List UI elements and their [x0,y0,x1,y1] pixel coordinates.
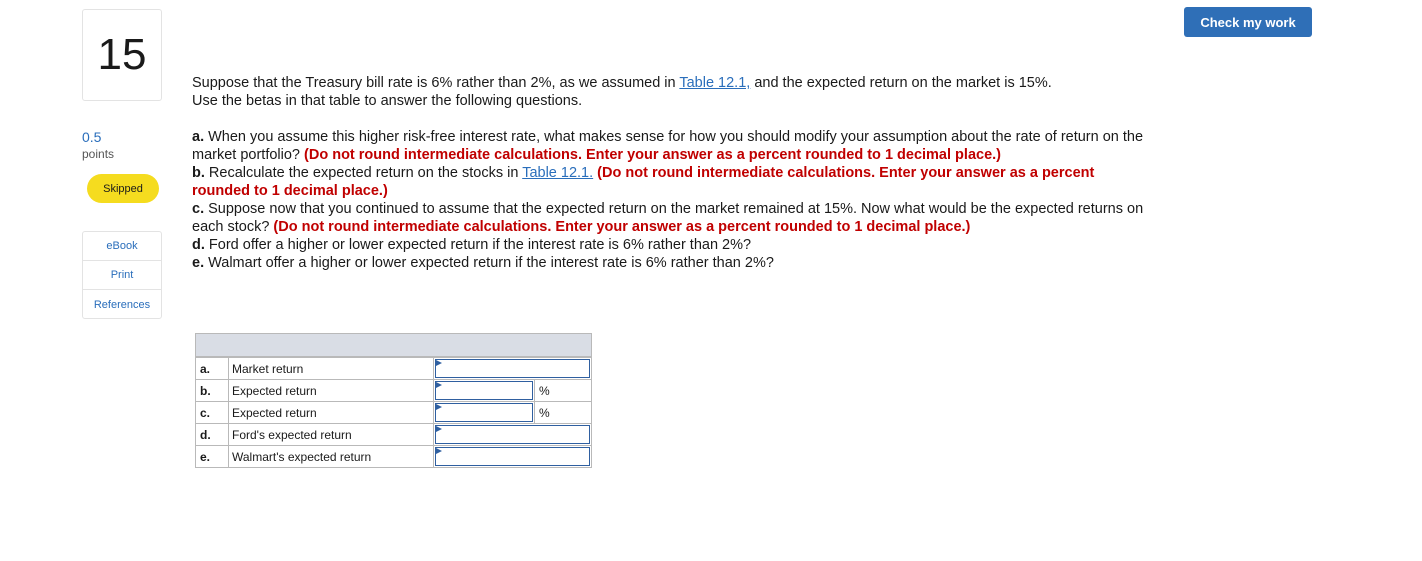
walmart-expected-return-input[interactable] [435,447,590,466]
print-link[interactable]: Print [83,261,161,290]
market-return-input[interactable] [435,359,590,378]
resources-panel [82,231,162,319]
table-link[interactable]: Table 12.1, [679,75,751,91]
status-badge: Skipped [87,174,159,203]
input-marker-icon [436,360,442,366]
table-link-b[interactable]: Table 12.1. [522,165,594,181]
ebook-link[interactable]: eBook [83,232,161,261]
answer-table [195,333,592,468]
table-header [196,334,592,357]
input-marker-icon [436,404,442,410]
check-my-work-button[interactable]: Check my work [1184,7,1312,37]
question-text [192,74,1152,272]
input-marker-icon [436,426,442,432]
part-d: d. Ford offer a higher or lower expected return if the interest rate is 6% rather than 2%? [192,237,752,253]
references-link[interactable]: References [93,298,151,311]
table-row: c. Expected return % [196,402,592,424]
part-a: a. When you assume this higher risk-free interest rate, what makes sense for how you should modify your assumption about the rate of return on the market portfolio? (Do not round intermediate calculations. Enter your answer as a percent rounded to 1 decimal place.) [192,129,1144,163]
expected-return-b-input[interactable] [435,381,533,400]
table-row: e. Walmart's expected return [196,446,592,468]
question-number: 15 [82,9,162,101]
part-c: c. Suppose now that you continued to assume that the expected return on the market remained at 15%. Now what would be the expected returns on each stock? (Do not round intermediate calculations. Enter your answer as a percent rounded to 1 decimal place.) [192,201,1144,235]
percent-unit: % [534,380,591,401]
points-label: points [82,147,115,161]
table-row: d. Ford's expected return [196,424,592,446]
input-marker-icon [436,382,442,388]
points-value: 0.5 [82,129,102,145]
input-marker-icon [436,448,442,454]
percent-unit: % [534,402,591,423]
intro-paragraph: Suppose that the Treasury bill rate is 6% rather than 2%, as we assumed in Table 12.1, and the expected return on the market is 15%. Use the betas in that table to answer the following questions. [192,75,1052,109]
expected-return-c-input[interactable] [435,403,533,422]
ford-expected-return-input[interactable] [435,425,590,444]
part-b: b. Recalculate the expected return on the stocks in Table 12.1. (Do not round intermediate calculations. Enter your answer as a percent rounded to 1 decimal place.) [192,165,1095,199]
table-row: a. Market return [196,358,592,380]
part-e: e. Walmart offer a higher or lower expected return if the interest rate is 6% rather than 2%? [192,255,774,271]
table-row: b. Expected return % [196,380,592,402]
